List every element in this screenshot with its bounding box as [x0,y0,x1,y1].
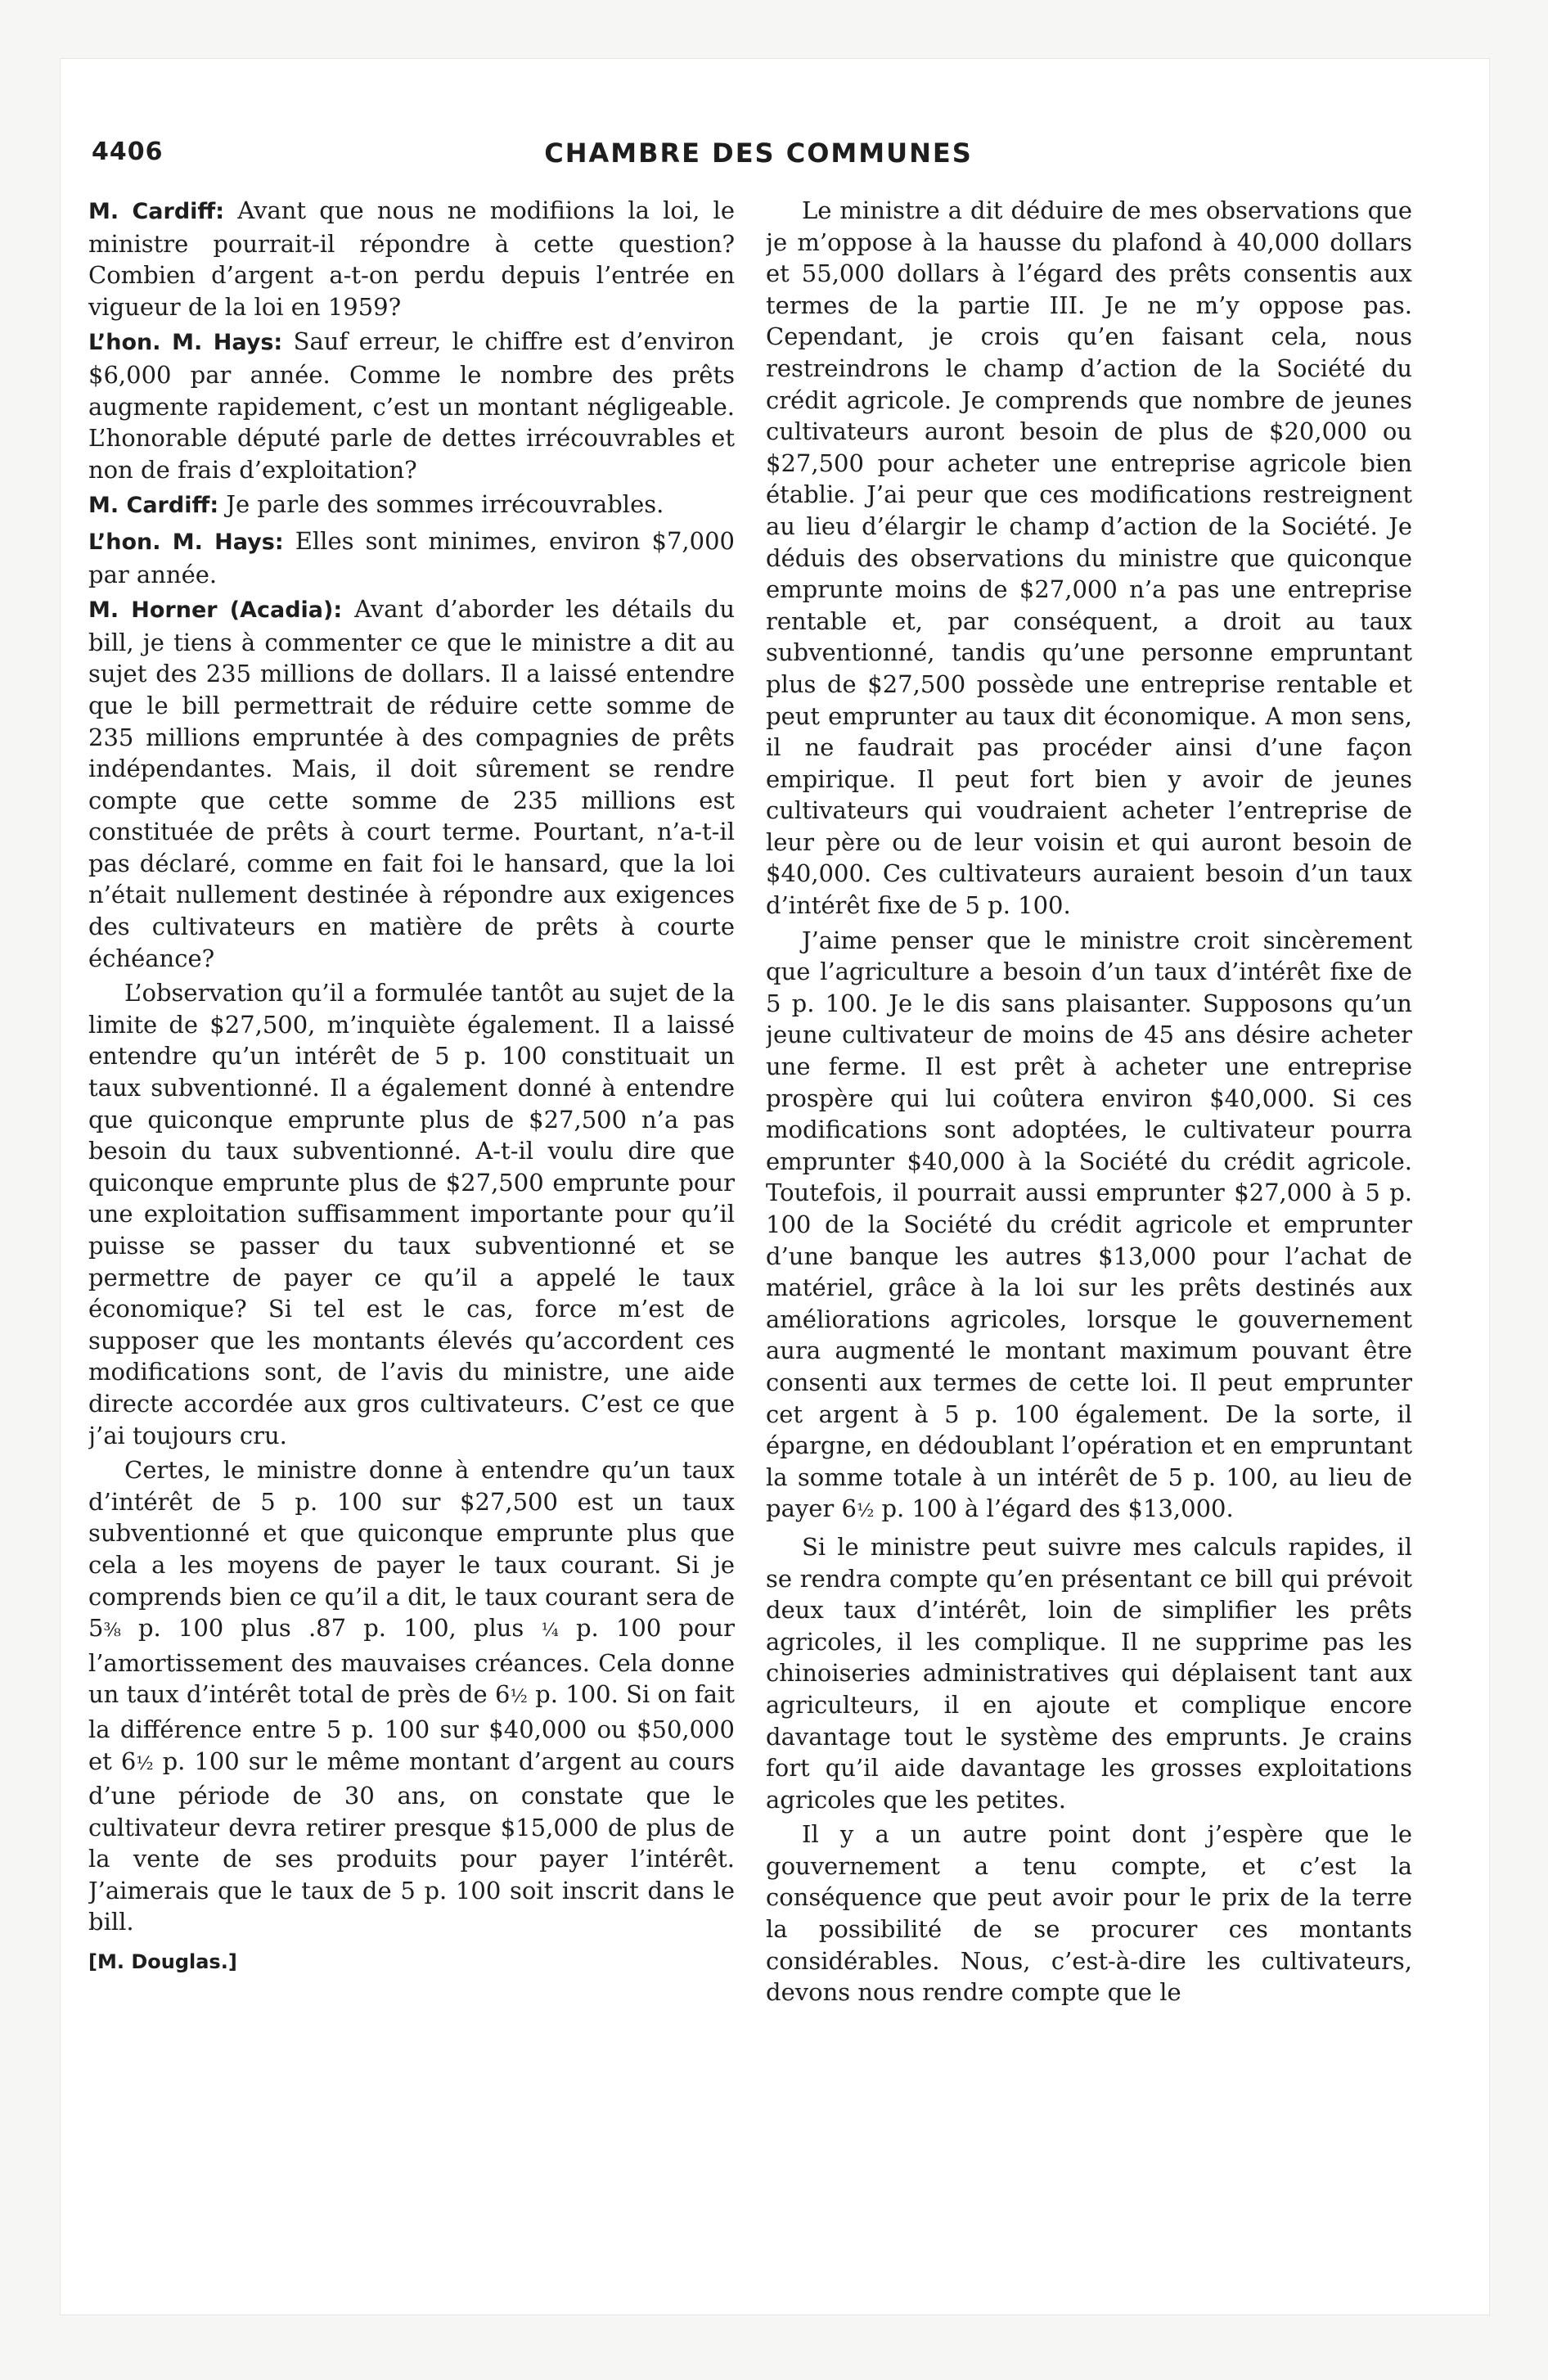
speaker-name: L’hon. M. Hays: [88,330,283,356]
paragraph-text: p. 100 pour l’amortissement des mauvaises créances. Cela donne un taux d’intérêt total de près de 6 [88,1614,735,1709]
paragraph [88,195,735,322]
fraction: ¼ [541,1620,559,1642]
paragraph-text: Il y a un autre point dont j’espère que le gouvernement a tenu compte, et c’est la conséquence que peut avoir pour le prix de la terre la possibilité de se procurer ces montants considérables. Nous, c’est-à-dire les cultivateurs, devons nous rendre compte que le [766,1820,1412,2007]
speaker-tag: [M. Douglas.] [88,1950,237,1974]
paragraph [88,593,735,974]
fraction: ½ [510,1687,528,1708]
paragraph [88,326,735,485]
speaker-name: M. Horner (Acadia): [88,597,343,624]
paragraph-text: p. 100 sur le même montant d’argent au cours d’une période de 30 ans, on constate que le cultivateur devra retirer presque $15,000 de plus de la vente de ses produits pour payer l’intérêt. J’aimerais que le taux de 5 p. 100 soit inscrit dans le bill. [88,1747,735,1936]
page-header [92,137,1425,178]
paragraph-text: Avant d’aborder les détails du bill, je tiens à commenter ce que le ministre a dit au sujet des 235 millions de dollars. Il a laissé entendre que le bill permettrait de réduire cette somme de 235 millions empruntée à des compagnies de prêts indépendantes. Mais, il doit sûrement se rendre compte que cette somme de 235 millions est constituée de prêts à court terme. Pourtant, n’a-t-il pas déclaré, comme en fait foi le hansard, que la loi n’était nullement destinée à répondre aux exigences des cultivateurs en matière de prêts à courte échéance? [88,595,735,972]
paragraph [766,195,1412,922]
paragraph [766,925,1412,1528]
paragraph-text: J’aime penser que le ministre croit sincèrement que l’agriculture a besoin d’un taux d’intérêt fixe de 5 p. 100. Je le dis sans plaisanter. Supposons qu’un jeune cultivateur de moins de 45 ans désire acheter une ferme. Il est prêt à acheter une entreprise prospère qui lui coûtera environ $40,000. Si ces modifications sont adoptées, le cultivateur pourra emprunter $40,000 à la Société du crédit agricole. Toutefois, il pourrait aussi emprunter $27,000 à 5 p. 100 de la Société du crédit agricole et emprunter d’une banque les autres $13,000 pour l’achat de matériel, grâce à la loi sur les prêts destinés aux améliorations agricoles, lorsque le gouvernement aura augmenté le montant maximum pouvant être consenti aux termes de cette loi. Il peut emprunter cet argent à 5 p. 100 également. De la sorte, il épargne, en dédoublant l’opération et en empruntant la somme totale à un intérêt de 5 p. 100, au lieu de payer 6 [766,926,1412,1523]
paragraph-text: Si le ministre peut suivre mes calculs rapides, il se rendra compte qu’en présentant ce bill qui prévoit deux taux d’intérêt, loin de simplifier les prêts agricoles, il les complique. Il ne supprime pas les chinoiseries administratives qui déplaisent tant aux agriculteurs, il en ajoute et complique encore davantage tout le système des emprunts. Je crains fort qu’il aide davantage les grosses exploitations agricoles que les petites. [766,1532,1412,1814]
paragraph [88,525,735,590]
fraction: ½ [136,1753,154,1774]
speaker-name: L’hon. M. Hays: [88,529,284,555]
speaker-name: M. Cardiff: [88,199,225,224]
paragraph-text: Je parle des sommes irrécouvrables. [218,490,664,519]
paragraph-text: Certes, le ministre donne à entendre qu’un taux d’intérêt de 5 p. 100 sur $27,500 est un taux subventionné et que quiconque emprunte plus que cela a les moyens de payer le taux courant. Si je comprends bien ce qu’il a dit, le taux courant sera de 5 [88,1456,735,1643]
paragraph-text: Elles sont minimes, environ $7,000 par année. [88,526,735,588]
paragraph [88,977,735,1451]
paragraph-text: L’observation qu’il a formulée tantôt au sujet de la limite de $27,500, m’inquiète également. Il a laissé entendre qu’un intérêt de 5 p. 100 constituait un taux subventionné. Il a également donné à entendre que quiconque emprunte plus de $27,500 n’a pas besoin du taux subventionné. A-t-il voulu dire que quiconque emprunte plus de $27,500 emprunte pour une exploitation suffisamment importante pour qu’il puisse se passer du taux subventionné et se permettre de payer ce qu’il a appelé le taux économique? Si tel est le cas, force m’est de supposer que les montants élevés qu’accordent ces modifications sont, de l’avis du ministre, une aide directe accordée aux gros cultivateurs. C’est ce que j’ai toujours cru. [88,979,735,1449]
paragraph [88,1454,735,1938]
paragraph [766,1819,1412,2008]
paragraph-text: p. 100 à l’égard des $13,000. [874,1494,1234,1523]
paragraph-text: p. 100 plus .87 p. 100, plus [120,1614,542,1643]
fraction: ⅜ [103,1620,121,1642]
paragraph [88,489,735,522]
paragraph [766,1531,1412,1815]
speaker-name: M. Cardiff: [88,493,219,519]
left-column [88,195,735,2274]
fraction: ½ [856,1501,875,1522]
page-number: 4406 [92,137,164,166]
paragraph-text: Le ministre a dit déduire de mes observations que je m’oppose à la hausse du plafond à 40,000 dollars et 55,000 dollars à l’égard des prêts consentis aux termes de la partie III. Je ne m’y oppose pas. Cependant, je crois qu’en faisant cela, nous restreindrons le champ d’action de la Société du crédit agricole. Je comprends que nombre de jeunes cultivateurs auront besoin de plus de $20,000 ou $27,500 pour acheter une entreprise agricole bien établie. J’ai peur que ces modifications restreignent au lieu d’élargir le champ d’action de la Société. Je déduis des observations du ministre que quiconque emprunte moins de $27,000 n’a pas une entreprise rentable et, par conséquent, a droit au taux subventionné, tandis qu’une personne empruntant plus de $27,500 possède une entreprise rentable et peut emprunter au taux dit économique. A mon sens, il ne faudrait pas procéder ainsi d’une façon empirique. Il peut fort bien y avoir de jeunes cultivateurs qui voudraient acheter l’entreprise de leur père ou de leur voisin et qui auront besoin de $40,000. Ces cultivateurs auraient besoin d’un taux d’intérêt fixe de 5 p. 100. [766,196,1412,920]
right-column [766,195,1412,2274]
paragraph-text: Avant que nous ne modifiions la loi, le ministre pourrait-il répondre à cette question? Combien d’argent a-t-on perdu depuis l’entrée en vigueur de la loi en 1959? [88,196,735,321]
running-title: CHAMBRE DES COMMUNES [544,137,973,169]
paragraph-text: Sauf erreur, le chiffre est d’environ $6,000 par année. Comme le nombre des prêts augmente rapidement, c’est un montant négligeable. L’honorable député parle de dettes irrécouvrables et non de frais d’exploitation? [88,327,735,484]
paragraph-text: p. 100. Si on fait la différence entre 5 p. 100 sur $40,000 ou $50,000 et 6 [88,1680,735,1775]
